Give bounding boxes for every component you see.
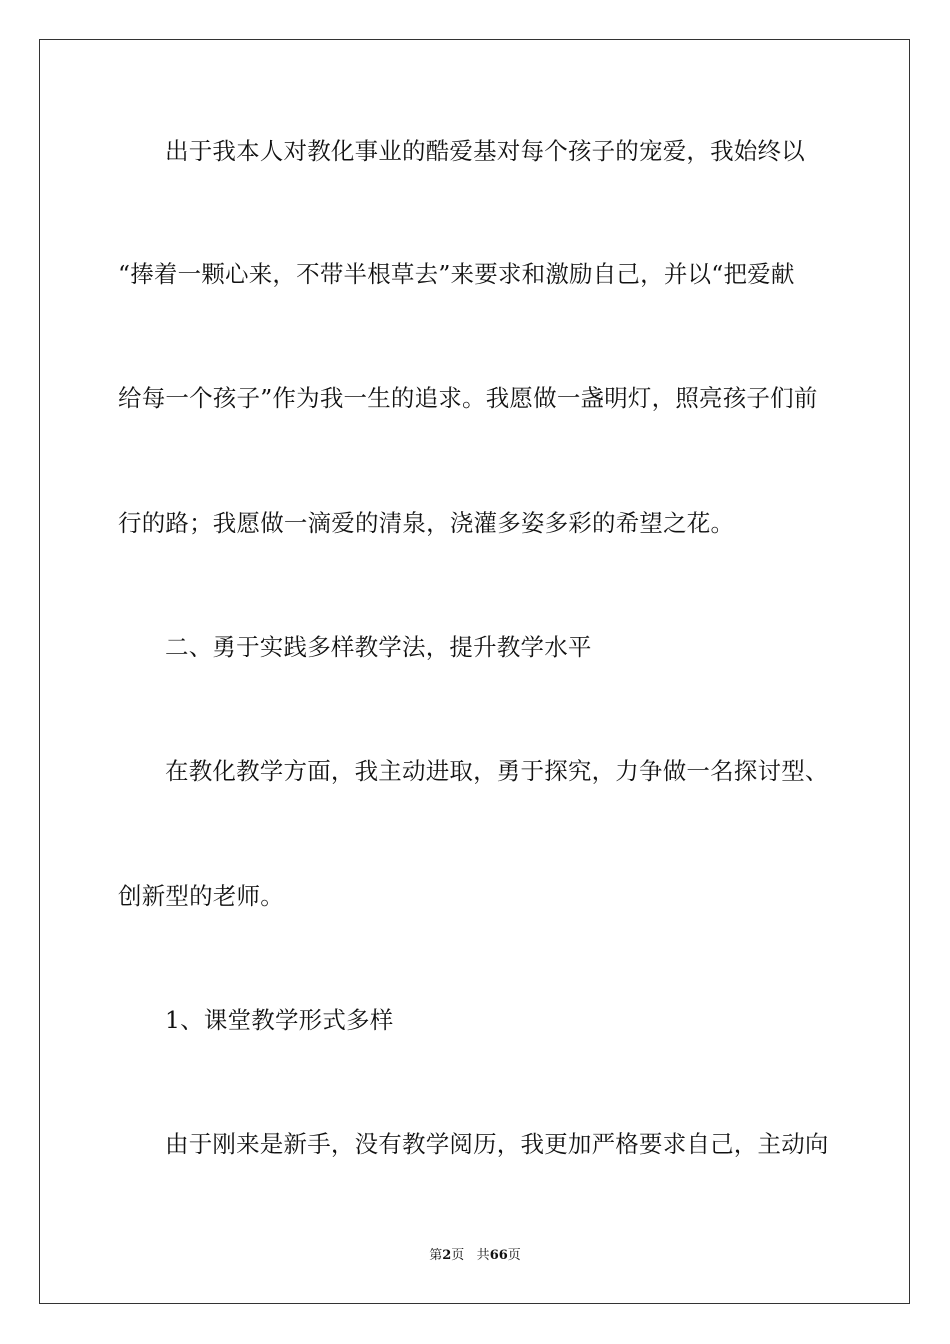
page-suffix: 页 [451,1248,465,1263]
page-number: 2 [442,1248,452,1263]
total-prefix: 共 [476,1248,490,1263]
page-prefix: 第 [429,1248,443,1263]
paragraph-line: 由于刚来是新手，没有教学阅历，我更加严格要求自己，主动向 [165,1130,829,1158]
page-footer [0,1247,950,1265]
paragraph-line: 给每一个孩子”作为我一生的追求。我愿做一盏明灯，照亮孩子们前 [118,384,818,412]
subsection-heading: 1、课堂教学形式多样 [165,1006,394,1034]
total-pages: 66 [489,1248,508,1263]
section-heading: 二、勇于实践多样教学法，提升教学水平 [165,633,592,661]
paragraph-line: 创新型的老师。 [118,882,284,910]
paragraph-line: 在教化教学方面，我主动进取，勇于探究，力争做一名探讨型、 [165,757,829,785]
page-border [39,39,910,1304]
paragraph-line: “捧着一颗心来，不带半根草去”来要求和激励自己，并以“把爱献 [118,260,795,288]
paragraph-line: 出于我本人对教化事业的酷爱基对每个孩子的宠爱，我始终以 [165,137,805,165]
total-suffix: 页 [507,1248,521,1263]
paragraph-line: 行的路；我愿做一滴爱的清泉，浇灌多姿多彩的希望之花。 [118,509,735,537]
